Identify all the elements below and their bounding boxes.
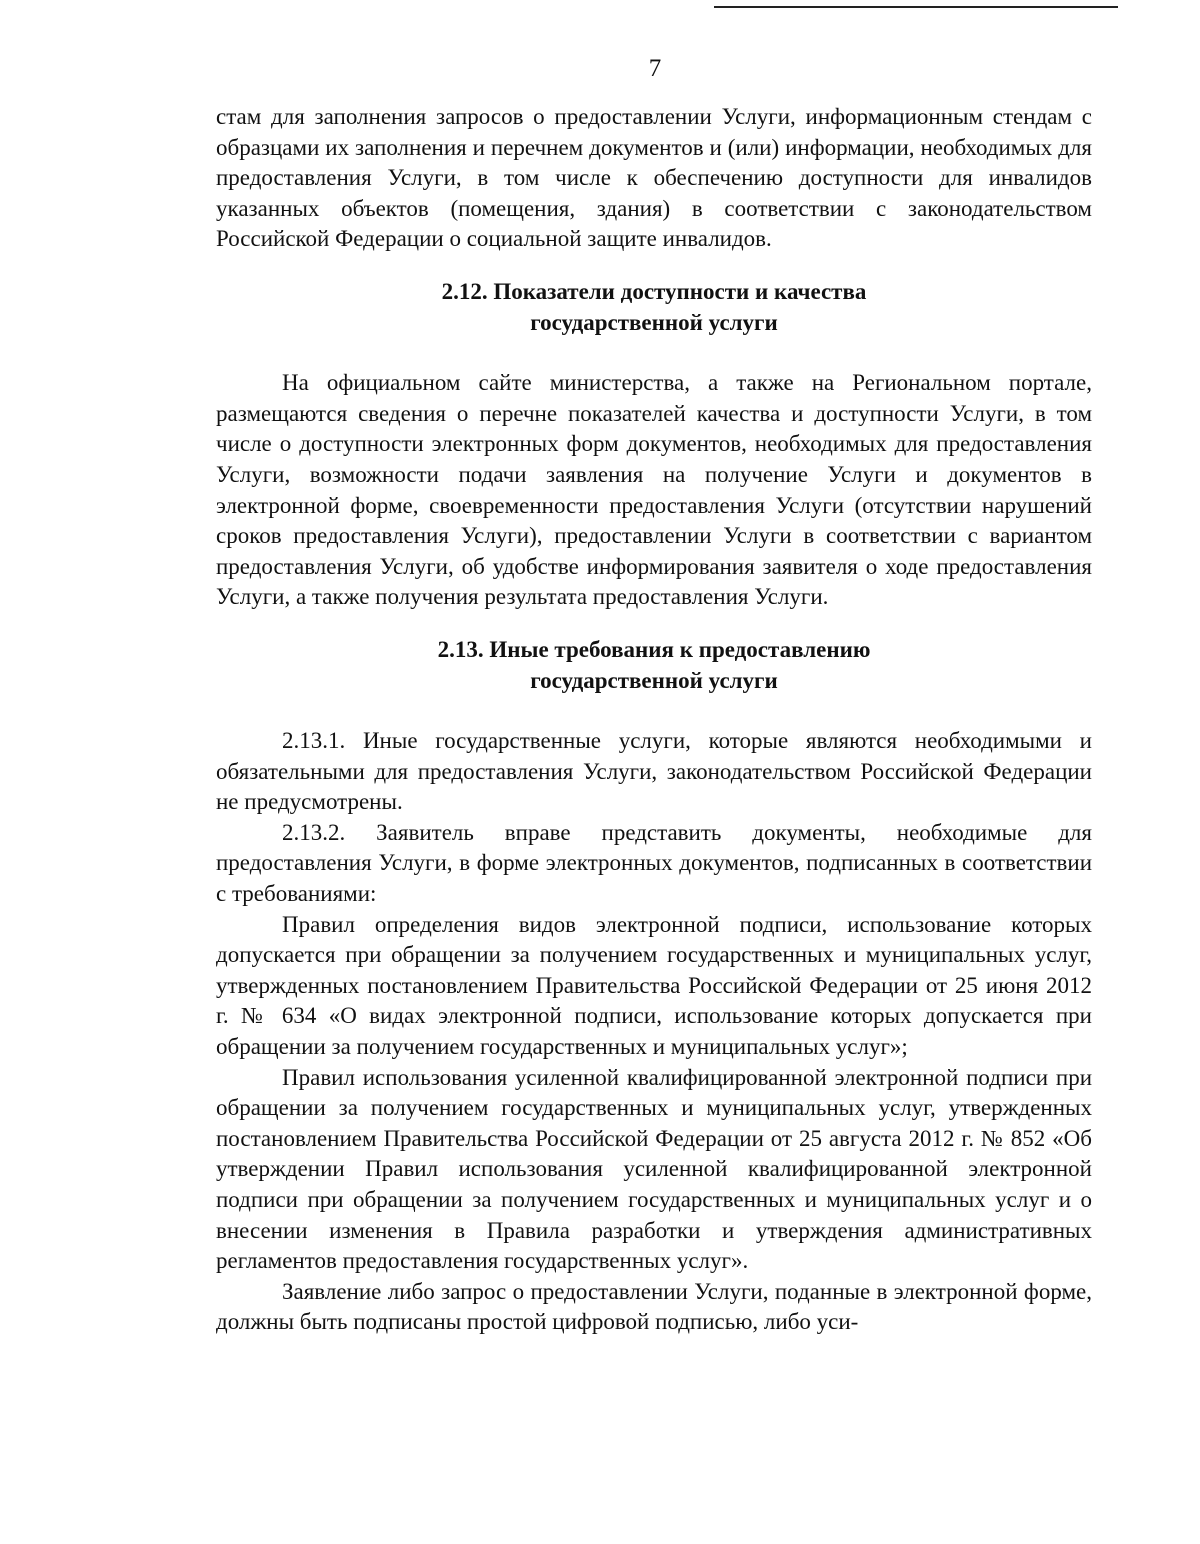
section-2-13-heading [216,635,1092,696]
section-2-12-title-line2: государственной услуги [530,309,778,335]
section-2-12-paragraph: На официальном сайте министерства, а также на Региональном портале, размещаются сведения о перечне показателей качества и доступности Услуги, в том числе о доступности электронных форм документов, необходимых для предоставления Услуги, возможности подачи заявления на получение Услуги и документов в электронной форме, своевременности предоставления Услуги (отсутствии нарушений сроков предоставления Услуги), предоставлении Услуги в соответствии с вариантом предоставления Услуги, об удобстве информирования заявителя о ходе предоставления Услуги, а также получения результата предоставления Услуги. [216,370,1092,610]
intro-paragraph: стам для заполнения запросов о предоставлении Услуги, информационным стендам с образцами их заполнения и перечнем документов и (или) информации, необходимых для предоставления Услуги, в том числе к обеспечению доступности для инвалидов указанных объектов (помещения, здания) в соответствии с законодательством Российской Федерации о социальной защите инвалидов. [216,104,1092,252]
section-2-12-heading [216,277,1092,338]
document-body [216,102,1092,1338]
paragraph-2-13-1: 2.13.1. Иные государственные услуги, которые являются необходимыми и обязательными для предоставления Услуги, законодательством Российской Федерации не предусмотрены. [216,728,1092,815]
section-2-13-title-line1: 2.13. Иные требования к предоставлению [437,636,871,662]
paragraph-rules-852: Правил использования усиленной квалифицированной электронной подписи при обращении за получением государственных и муниципальных услуг, утвержденных постановлением Правительства Российской Федерации от 25 августа 2012 г. № 852 «Об утверждении Правил использования усиленной квалифицированной электронной подписи при обращении за получением государственных и муниципальных услуг и о внесении изменения в Правила разработки и утверждения административных регламентов предоставления государственных услуг». [216,1064,1092,1274]
paragraph-2-13-2: 2.13.2. Заявитель вправе представить документы, необходимые для предоставления Услуги, в форме электронных документов, подписанных в соответствии с требованиями: [216,819,1092,907]
paragraph-rules-634: Правил определения видов электронной подписи, использование которых допускается при обращении за получением государственных и муниципальных услуг, утвержденных постановлением Правительства Российской Федерации от 25 июня 2012 г. № 634 «О видах электронной подписи, использование которых допускается при обращении за получением государственных и муниципальных услуг»; [216,911,1092,1060]
top-rule [714,6,1118,8]
section-2-13-title-line2: государственной услуги [530,667,778,693]
page-number: 7 [648,55,662,82]
paragraph-application-signature: Заявление либо запрос о предоставлении Услуги, поданные в электронной форме, должны быть подписаны простой цифровой подписью, либо уси- [216,1278,1092,1335]
section-2-12-title-line1: 2.12. Показатели доступности и качества [441,278,867,304]
